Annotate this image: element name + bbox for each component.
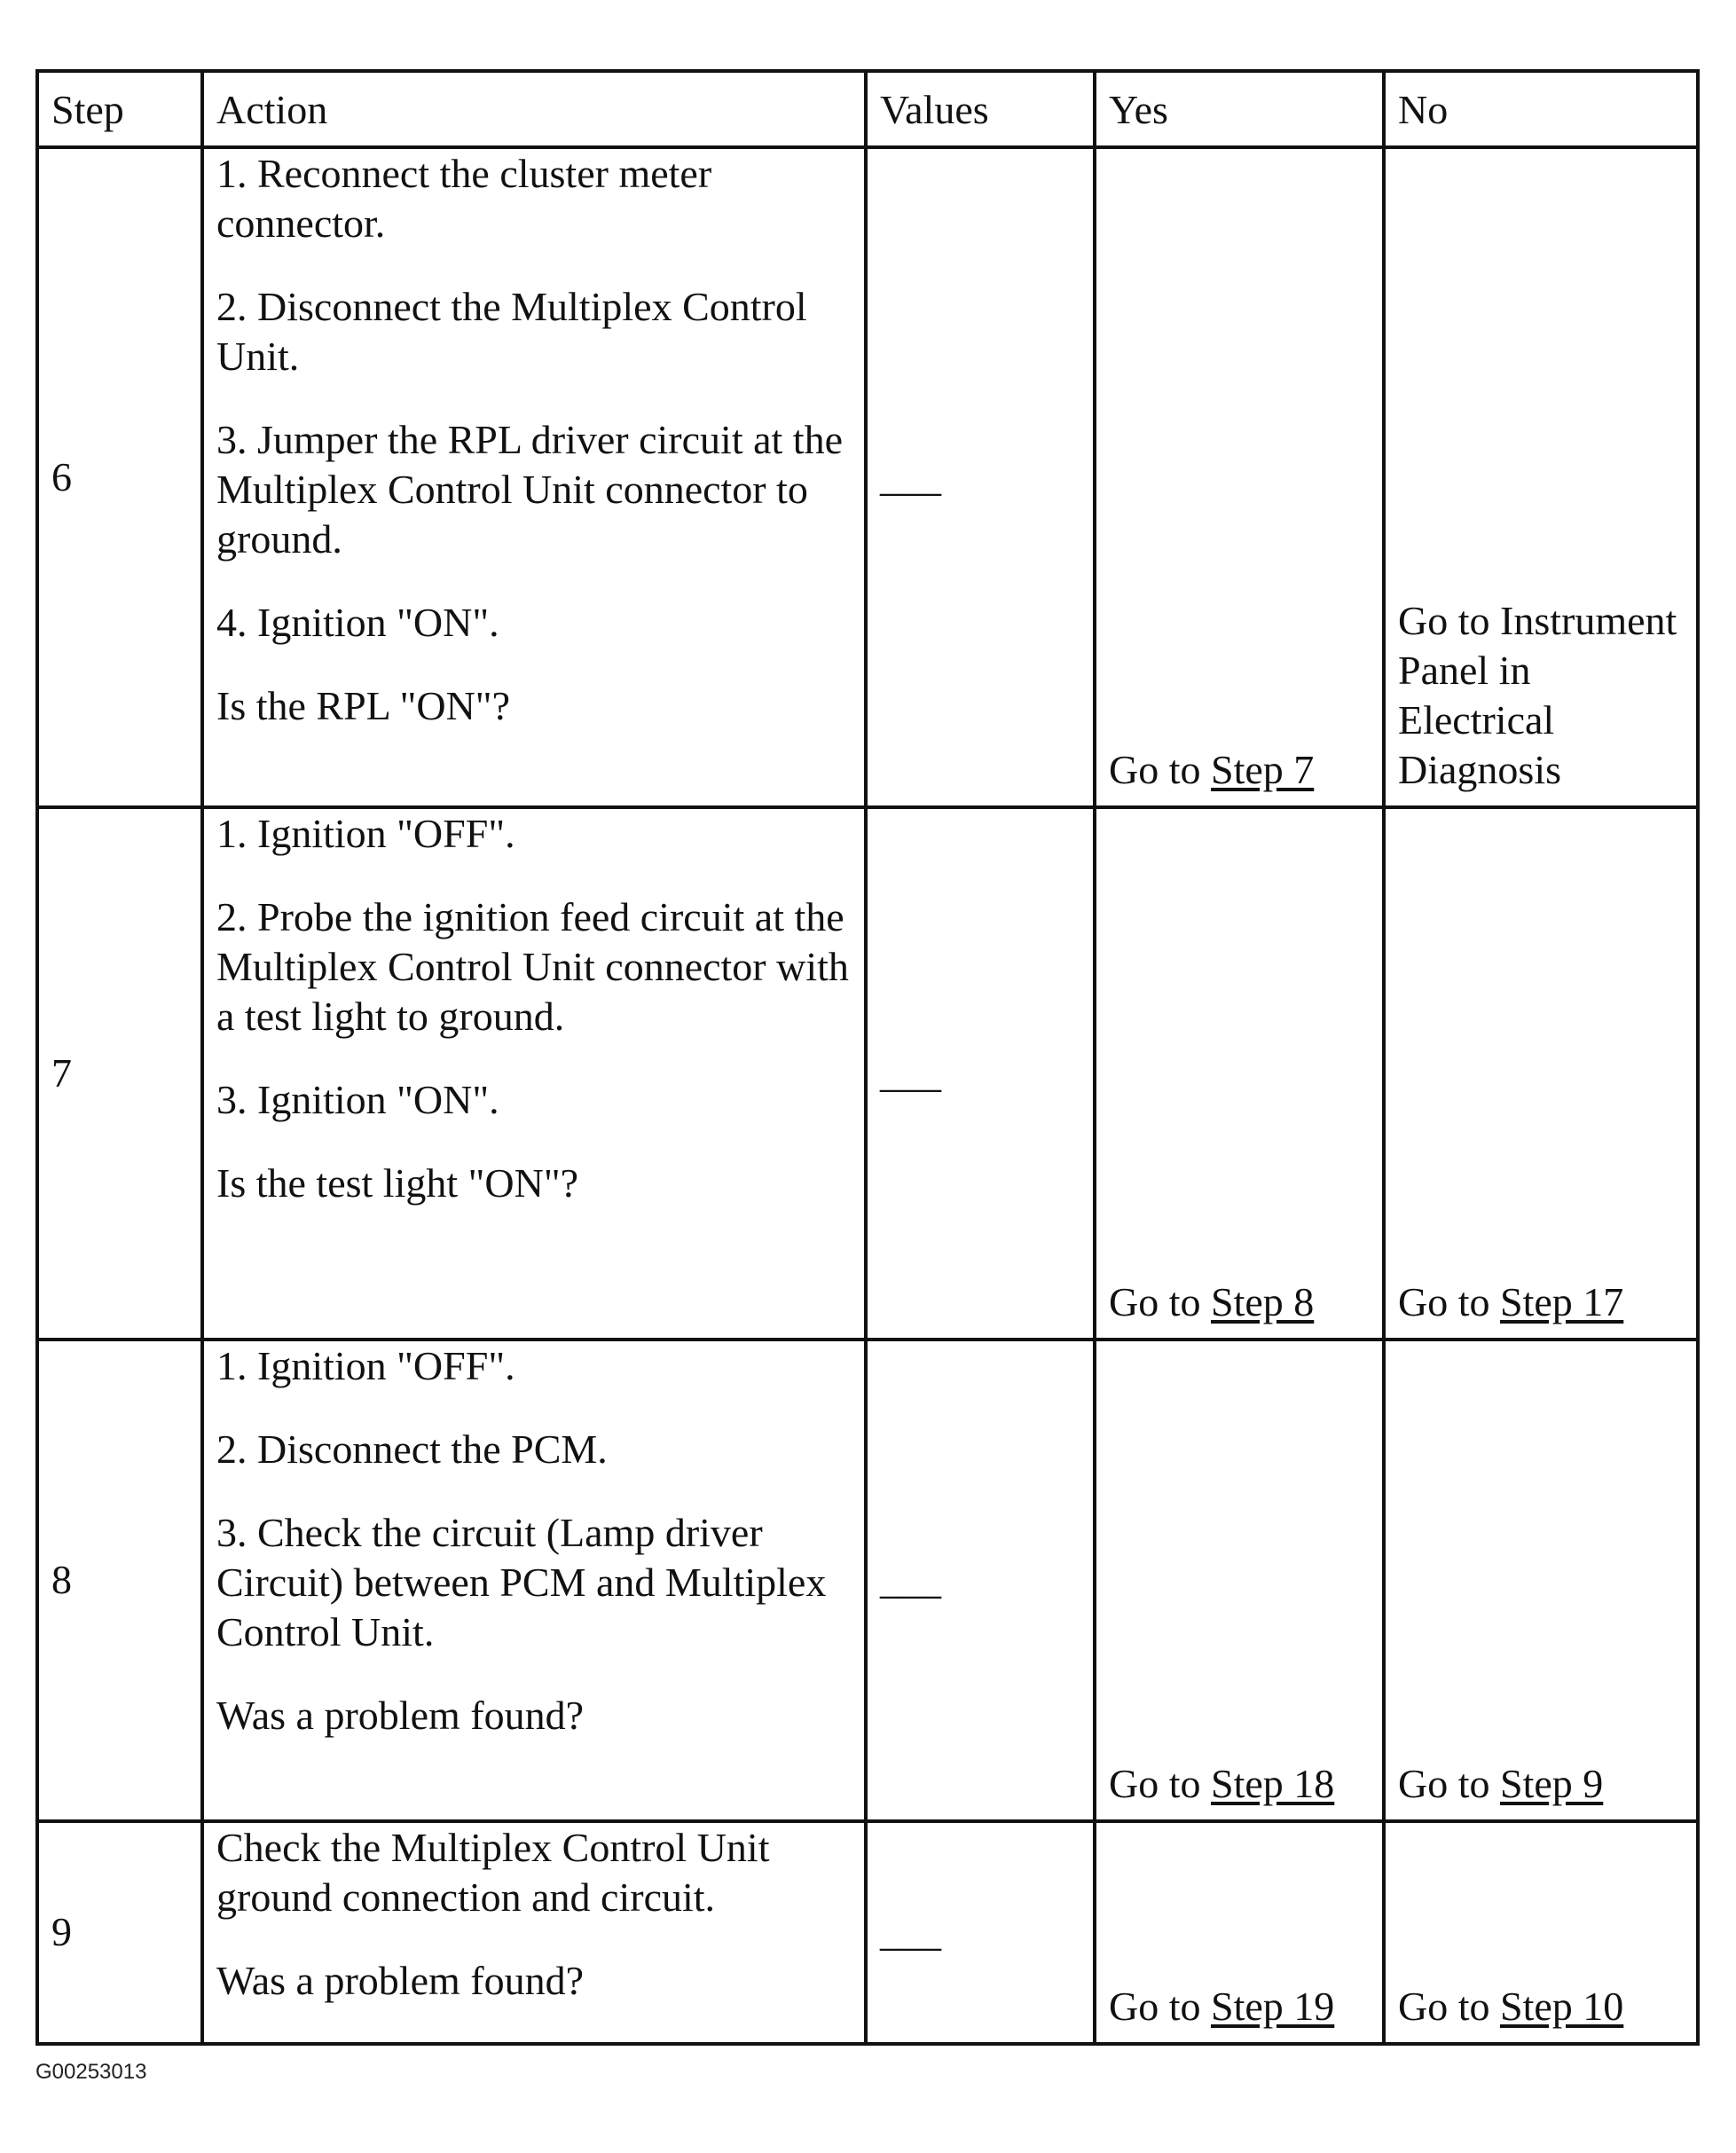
action-line: 1. Reconnect the cluster meter connector. — [216, 151, 712, 247]
action-question: Is the RPL "ON"? — [216, 683, 510, 729]
step-number: 6 — [37, 147, 202, 807]
action-line: Check the Multiplex Control Unit ground connection and circuit. — [216, 1824, 770, 1920]
header-action: Action — [202, 71, 866, 147]
yes-step-link[interactable]: Step 8 — [1211, 1278, 1315, 1324]
table-row-step-8 — [37, 1340, 1698, 1821]
action-cell — [202, 1821, 866, 2044]
action-line: 2. Disconnect the Multiplex Control Unit. — [216, 284, 807, 380]
action-question: Was a problem found? — [216, 1957, 584, 2003]
header-yes: Yes — [1095, 71, 1384, 147]
header-step: Step — [37, 71, 202, 147]
table-row-step-7 — [37, 807, 1698, 1339]
yes-prefix: Go to — [1109, 747, 1211, 793]
yes-step-link[interactable]: Step 7 — [1211, 747, 1315, 793]
action-cell — [202, 1340, 866, 1821]
no-step-link[interactable]: Step 9 — [1500, 1760, 1604, 1806]
step-number: 8 — [37, 1340, 202, 1821]
table-row-step-6 — [37, 147, 1698, 807]
action-cell — [202, 147, 866, 807]
header-row — [37, 71, 1698, 147]
action-line: 2. Probe the ignition feed circuit at the Multiplex Control Unit connector with a test light to ground. — [216, 894, 849, 1040]
yes-prefix: Go to — [1109, 1278, 1211, 1324]
action-line: 3. Check the circuit (Lamp driver Circuit) between PCM and Multiplex Control Unit. — [216, 1509, 827, 1654]
yes-cell — [1095, 1340, 1384, 1821]
no-step-link[interactable]: Step 17 — [1500, 1278, 1624, 1324]
header-values: Values — [866, 71, 1095, 147]
yes-cell — [1095, 147, 1384, 807]
values-cell: ___ — [866, 807, 1095, 1339]
action-line: 3. Jumper the RPL driver circuit at the Multiplex Control Unit connector to ground. — [216, 417, 843, 562]
table-row-step-9 — [37, 1821, 1698, 2044]
action-cell — [202, 807, 866, 1339]
step-number: 7 — [37, 807, 202, 1339]
action-line: 1. Ignition "OFF". — [216, 811, 515, 857]
diagnostic-table — [35, 69, 1700, 2046]
yes-cell — [1095, 1821, 1384, 2044]
no-step-link[interactable]: Step 10 — [1500, 1984, 1624, 2029]
yes-cell — [1095, 807, 1384, 1339]
values-cell: ___ — [866, 1821, 1095, 2044]
no-cell — [1384, 807, 1698, 1339]
action-question: Was a problem found? — [216, 1692, 584, 1738]
step-number: 9 — [37, 1821, 202, 2044]
action-line: 2. Disconnect the PCM. — [216, 1426, 608, 1472]
no-cell — [1384, 1821, 1698, 2044]
action-line: 1. Ignition "OFF". — [216, 1342, 515, 1388]
yes-prefix: Go to — [1109, 1984, 1211, 2029]
figure-id-caption: G00253013 — [35, 2060, 147, 2084]
action-question: Is the test light "ON"? — [216, 1160, 579, 1206]
no-cell: Go to Instrument Panel in Electrical Diagnosis — [1384, 147, 1698, 807]
action-line: 3. Ignition "ON". — [216, 1077, 499, 1123]
header-no: No — [1384, 71, 1698, 147]
no-prefix: Go to — [1398, 1278, 1500, 1324]
no-cell — [1384, 1340, 1698, 1821]
yes-prefix: Go to — [1109, 1760, 1211, 1806]
values-cell: ___ — [866, 1340, 1095, 1821]
no-prefix: Go to — [1398, 1984, 1500, 2029]
no-prefix: Go to — [1398, 1760, 1500, 1806]
yes-step-link[interactable]: Step 19 — [1211, 1984, 1335, 2029]
action-line: 4. Ignition "ON". — [216, 600, 499, 646]
values-cell: ___ — [866, 147, 1095, 807]
yes-step-link[interactable]: Step 18 — [1211, 1760, 1335, 1806]
